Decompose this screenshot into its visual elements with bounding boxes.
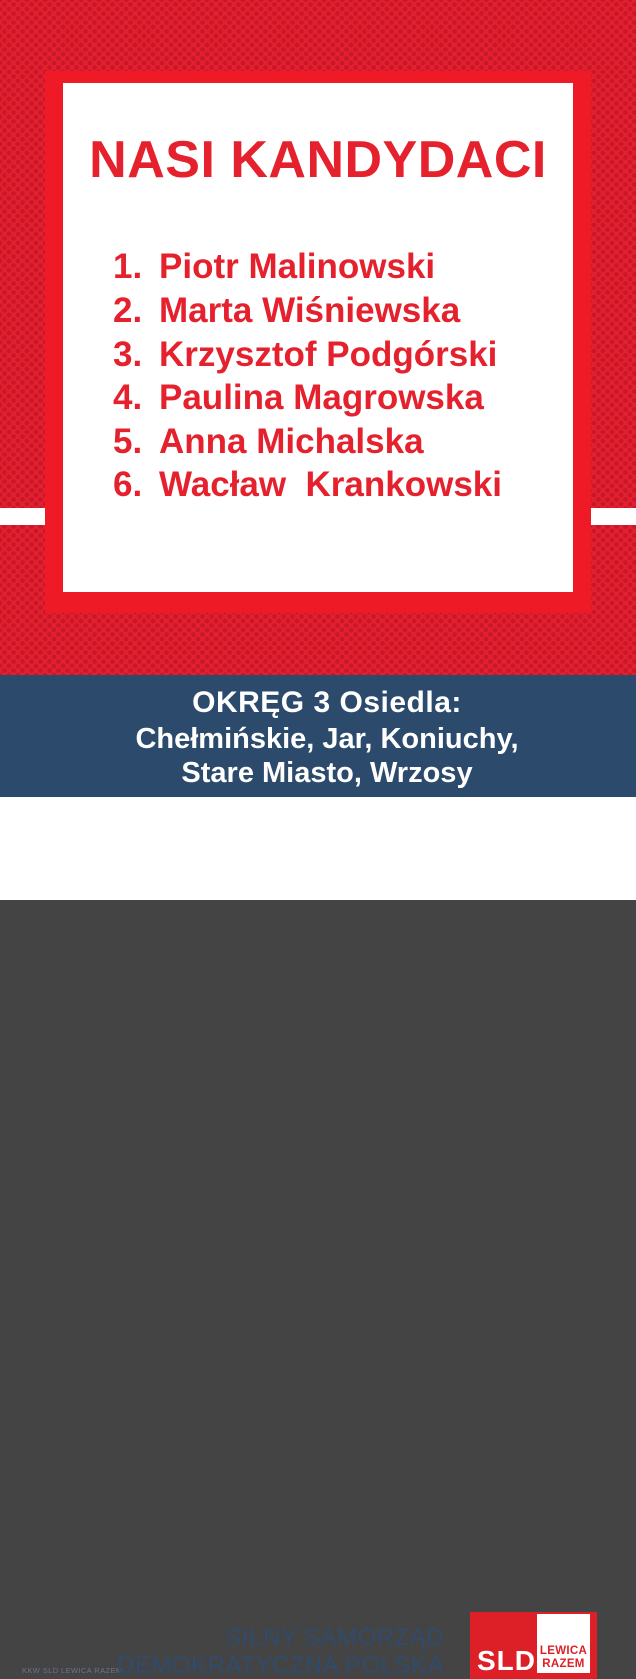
- candidates-card-inner: [63, 83, 573, 592]
- district-heading: OKRĘG 3 Osiedla:: [18, 684, 636, 722]
- committee-note: KKW SLD LEWICA RAZEM: [22, 1666, 123, 1675]
- ribbon-notch-left: [0, 508, 47, 525]
- poster-title: NASI KANDYDACI: [63, 83, 573, 188]
- candidate-name: Paulina Magrowska: [159, 378, 484, 418]
- candidate-name: Anna Michalska: [159, 422, 424, 462]
- district-band: [0, 675, 636, 797]
- sld-logo-lewica-razem-box: [537, 1614, 590, 1673]
- candidate-row: [113, 289, 573, 333]
- sld-logo: [470, 1612, 597, 1679]
- candidates-list: [63, 246, 573, 508]
- candidate-row: [113, 246, 573, 290]
- slogan-line: DEMOKRATYCZNA POLSKA: [117, 1652, 444, 1679]
- sld-logo-text: SLD: [477, 1645, 536, 1677]
- ribbon-notch-right: [588, 508, 636, 525]
- candidate-row: [113, 464, 573, 508]
- sld-logo-razem-text: RAZEM: [542, 1658, 584, 1671]
- candidate-name: Marta Wiśniewska: [159, 291, 460, 331]
- candidate-name: Piotr Malinowski: [159, 247, 435, 287]
- candidate-row: [113, 420, 573, 464]
- sld-logo-lewica-text: LEWICA: [540, 1645, 587, 1658]
- footer: [0, 797, 636, 900]
- candidate-name: Wacław Krankowski: [159, 465, 502, 505]
- candidate-number: 5.: [113, 422, 159, 462]
- candidate-row: [113, 376, 573, 420]
- candidate-number: 3.: [113, 335, 159, 375]
- candidate-number: 1.: [113, 247, 159, 287]
- candidate-number: 2.: [113, 291, 159, 331]
- candidate-row: [113, 333, 573, 377]
- candidate-number: 4.: [113, 378, 159, 418]
- candidates-card: [45, 71, 591, 613]
- candidate-name: Krzysztof Podgórski: [159, 335, 497, 375]
- district-band-text: [18, 675, 636, 790]
- district-line: Stare Miasto, Wrzosy: [18, 756, 636, 790]
- slogan: [117, 1624, 444, 1679]
- slogan-line: SILNY SAMORZĄD: [117, 1624, 444, 1652]
- district-line: Chełmińskie, Jar, Koniuchy,: [18, 722, 636, 756]
- candidate-number: 6.: [113, 465, 159, 505]
